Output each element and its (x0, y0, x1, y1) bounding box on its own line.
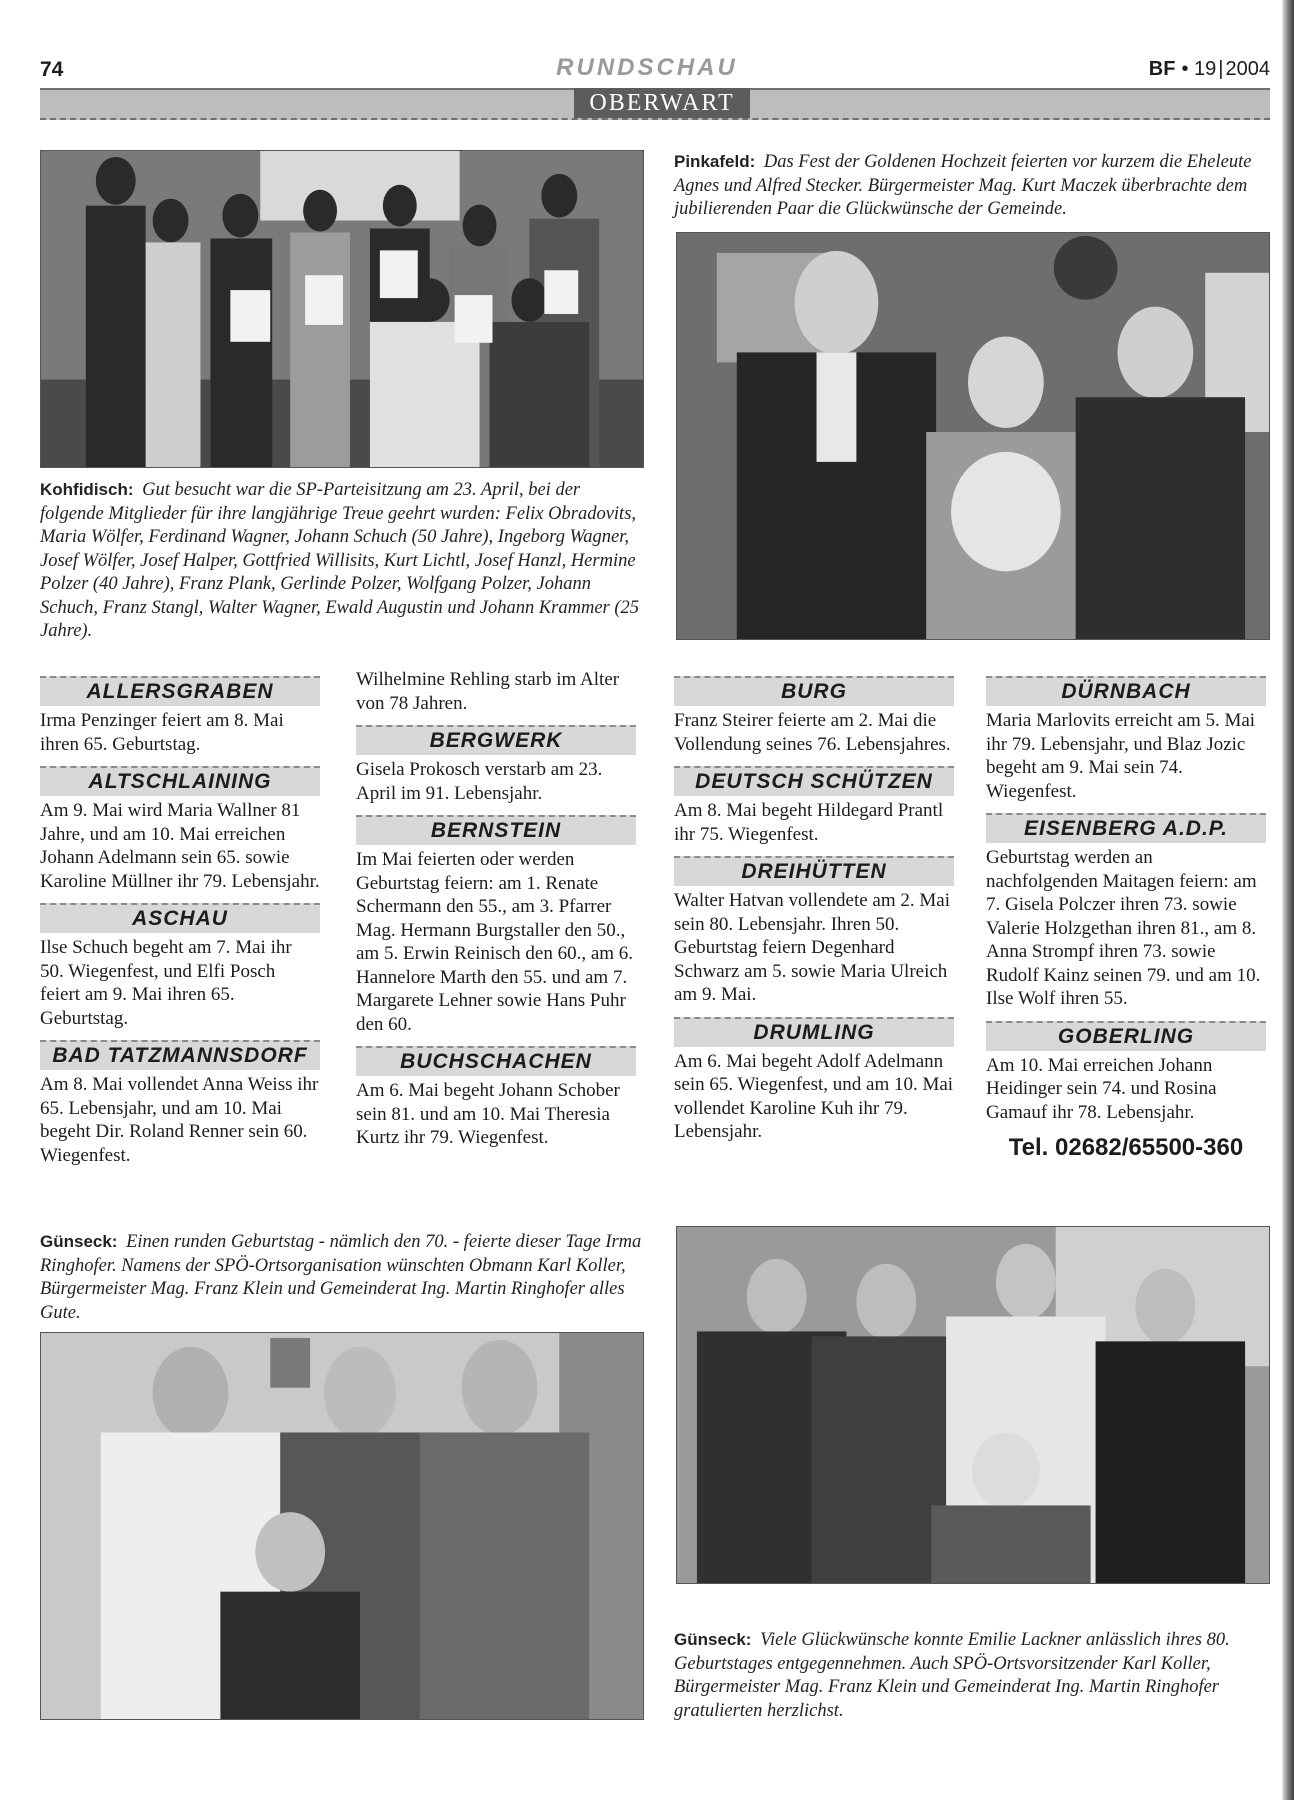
notice-aschau-heading: ASCHAU (40, 903, 320, 933)
notice-duernbach-text: Maria Marlovits erreicht am 5. Mai ihr 79. Lebensjahr, und Blaz Jozic begeht am 9. Mai sein 74. Wiegenfest. (986, 710, 1256, 802)
notice-goberling-text: Am 10. Mai erreichen Johann Heidinger sein 74. und Rosina Gamauf ihr 78. Lebensjahr. (986, 1054, 1217, 1123)
column-2-intro: Wilhelmine Rehling starb im Alter von 78 Jahren. (356, 669, 620, 714)
page-edge-shadow (1282, 0, 1294, 1800)
notice-bergwerk-text: Gisela Prokosch verstarb am 23. April im 91. Lebensjahr. (356, 759, 603, 804)
section-title: OBERWART (574, 88, 750, 118)
notice-drumling-text: Am 6. Mai begeht Adolf Adelmann sein 65. Wiegenfest, und am 10. Mai vollendet Karoline Kuh ihr 79. Lebensjahr. (674, 1050, 954, 1142)
column-4 (986, 676, 1266, 1162)
notice-buchschachen-text: Am 6. Mai begeht Johann Schober sein 81. und am 10. Mai Theresia Kurtz ihr 79. Wiegenfest. (356, 1080, 620, 1148)
notice-deutsch-schuetzen-text: Am 8. Mai begeht Hildegard Prantl ihr 75. Wiegenfest. (674, 800, 944, 845)
notice-bernstein-heading: BERNSTEIN (356, 815, 636, 845)
bullet-separator: • (1181, 58, 1189, 80)
notice-bergwerk-heading: BERGWERK (356, 725, 636, 755)
notice-goberling-heading: GOBERLING (986, 1021, 1266, 1051)
caption-guenseck-left (40, 1230, 644, 1325)
notice-eisenberg-text: Geburtstag werden an nachfolgenden Maitagen feiern: am 7. Gisela Polczer ihren 73. sowie Valerie Holzgethan ihren 81., am 8. Anna Strompf ihren 73. sowie Rudolf Kainz seinen 79. und am 10. Ilse Wolf ihren 55. (986, 847, 1261, 1009)
caption-pinkafeld-text: Das Fest der Goldenen Hochzeit feierten vor kurzem die Eheleute Agnes und Alfred Stecker. Bürgermeister Mag. Kurt Maczek überbrachte dem jubilierenden Paar die Glückwünsche der Gemeinde. (674, 152, 1252, 219)
photo-guenseck-right (676, 1226, 1270, 1584)
notice-drumling-heading: DRUMLING (674, 1017, 954, 1047)
notice-goberling (986, 1021, 1266, 1125)
issue-number: 19 (1194, 58, 1217, 80)
notice-bernstein-text: Im Mai feierten oder werden Geburtstag feiern: am 1. Renate Schermann den 55., am 3. Pfarrer Mag. Hermann Burgstaller den 50., am 5. Erwin Reinisch den 60., am 6. Hannelore Marth den 55. und am 7. Margarete Lehner sowie Hans Puhr den 60. (356, 849, 634, 1035)
notice-bad-tatzmannsdorf-heading: BAD TATZMANNSDORF (40, 1040, 320, 1070)
notice-altschlaining (40, 766, 320, 893)
notice-bergwerk (356, 725, 636, 805)
column-3 (674, 676, 954, 1154)
notice-deutsch-schuetzen-heading: DEUTSCH SCHÜTZEN (674, 766, 954, 796)
notice-drumling (674, 1017, 954, 1144)
telephone-number: Tel. 02682/65500-360 (1008, 1134, 1244, 1161)
notice-allersgraben (40, 676, 320, 756)
notice-bernstein (356, 815, 636, 1036)
notice-deutsch-schuetzen (674, 766, 954, 846)
notice-burg-text: Franz Steirer feierte am 2. Mai die Vollendung seines 76. Lebensjahres. (674, 710, 951, 755)
caption-pinkafeld-lead: Pinkafeld: (674, 152, 756, 171)
photo-guenseck-left (40, 1332, 644, 1720)
notice-eisenberg-heading: EISENBERG A.D.P. (986, 813, 1266, 843)
column-2 (356, 668, 636, 1160)
notice-allersgraben-heading: ALLERSGRABEN (40, 676, 320, 706)
notice-burg-heading: BURG (674, 676, 954, 706)
notice-bad-tatzmannsdorf-text: Am 8. Mai vollendet Anna Weiss ihr 65. Lebensjahr, und am 10. Mai begeht Dir. Roland Renner sein 60. Wiegenfest. (40, 1074, 319, 1166)
notice-burg (674, 676, 954, 756)
notice-allersgraben-text: Irma Penzinger feiert am 8. Mai ihren 65. Geburtstag. (40, 710, 284, 755)
notice-bad-tatzmannsdorf (40, 1040, 320, 1167)
caption-pinkafeld (674, 150, 1274, 222)
photo-kohfidisch-image (41, 151, 643, 467)
notice-dreihuetten (674, 856, 954, 1007)
notice-duernbach-heading: DÜRNBACH (986, 676, 1266, 706)
column-1 (40, 676, 320, 1177)
caption-guenseck-right-text: Viele Glückwünsche konnte Emilie Lackner anlässlich ihres 80. Geburtstages entgegennehmen. Auch SPÖ-Ortsvorsitzender Karl Koller, Bürgermeister Mag. Franz Klein und Gemeinderat Ing. Martin Ringhofer gratulierten herzlichst. (674, 1630, 1230, 1721)
notice-dreihuetten-heading: DREIHÜTTEN (674, 856, 954, 886)
photo-guenseck-right-image (677, 1227, 1269, 1583)
notice-aschau (40, 903, 320, 1030)
issue-separator: | (1218, 58, 1224, 80)
edition-mark: BF (1148, 58, 1176, 80)
notice-altschlaining-text: Am 9. Mai wird Maria Wallner 81 Jahre, und am 10. Mai erreichen Johann Adelmann sein 65. sowie Karoline Müllner ihr 79. Lebensjahr. (40, 800, 320, 892)
masthead: RUNDSCHAU (556, 54, 738, 81)
photo-pinkafeld (676, 232, 1270, 640)
notice-aschau-text: Ilse Schuch begeht am 7. Mai ihr 50. Wiegenfest, und Elfi Posch feiert am 9. Mai ihren 65. Geburtstag. (40, 937, 292, 1029)
caption-kohfidisch-lead: Kohfidisch: (40, 480, 134, 499)
notice-buchschachen-heading: BUCHSCHACHEN (356, 1046, 636, 1076)
notice-buchschachen (356, 1046, 636, 1150)
notice-duernbach (986, 676, 1266, 803)
notice-dreihuetten-text: Walter Hatvan vollendete am 2. Mai sein 80. Lebensjahr. Ihren 50. Geburtstag feiern Degenhard Schwarz am 5. sowie Maria Ulreich am 9. Mai. (674, 890, 950, 1005)
caption-kohfidisch-text: Gut besucht war die SP-Parteisitzung am 23. April, bei der folgende Mitglieder für ihre langjährige Treue geehrt wurden: Felix Obradovits, Maria Wölfer, Ferdinand Wagner, Johann Schuch (50 Jahre), Ingeborg Wagner, Josef Wölfer, Josef Halper, Gottfried Willisits, Kurt Lichtl, Josef Hanzl, Hermine Polzer (40 Jahre), Franz Plank, Gerlinde Polzer, Wolfgang Polzer, Johann Schuch, Franz Stangl, Walter Wagner, Ewald Augustin und Johann Krammer (25 Jahre). (40, 480, 640, 641)
notice-eisenberg (986, 813, 1266, 1011)
caption-kohfidisch (40, 478, 644, 644)
caption-guenseck-right (674, 1628, 1274, 1723)
photo-kohfidisch (40, 150, 644, 468)
page-number: 74 (40, 58, 64, 81)
caption-guenseck-left-lead: Günseck: (40, 1232, 118, 1251)
notice-altschlaining-heading: ALTSCHLAINING (40, 766, 320, 796)
caption-guenseck-right-lead: Günseck: (674, 1630, 752, 1649)
issue-year: 2004 (1225, 58, 1270, 80)
photo-guenseck-left-image (41, 1333, 643, 1719)
caption-guenseck-left-text: Einen runden Geburtstag - nämlich den 70. - feierte dieser Tage Irma Ringhofer. Namens der SPÖ-Ortsorganisation wünschten Obmann Karl Koller, Bürgermeister Mag. Franz Klein und Gemeinderat Ing. Martin Ringhofer alles Gute. (40, 1232, 642, 1323)
issue-info (1149, 58, 1270, 81)
photo-pinkafeld-image (677, 233, 1269, 639)
